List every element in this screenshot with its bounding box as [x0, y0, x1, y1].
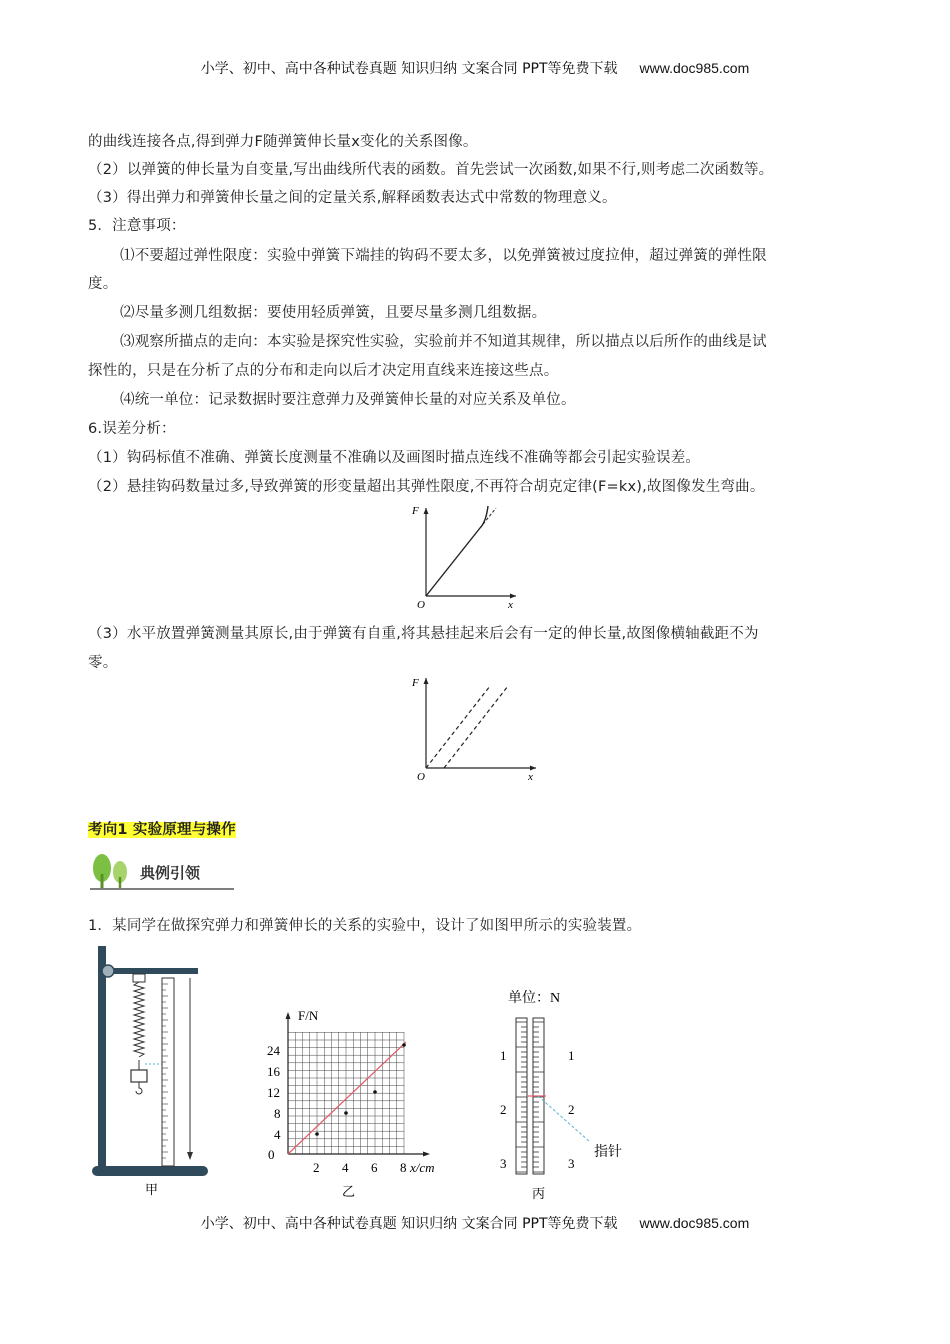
- text-line: ⑵尽量多测几组数据：要使用轻质弹簧，且要尽量多测几组数据。: [120, 305, 547, 321]
- grid: [288, 1032, 404, 1154]
- fig-offset-graph: [408, 674, 538, 784]
- footer-text: 小学、初中、高中各种试卷真题 知识归纳 文案合同 PPT等免费下载: [200, 1216, 618, 1232]
- y-arrow: [286, 1012, 291, 1019]
- ytick: 24: [267, 1043, 280, 1058]
- text-line: ⑶观察所描点的走向：本实验是探究性实验，实验前并不知道其规律，所以描点以后所作的曲线是试: [120, 334, 767, 350]
- text-line: （1）钩码标值不准确、弹簧长度测量不准确以及画图时描点连线不准确等都会引起实验误差。: [88, 450, 701, 466]
- unit-label: 单位：N: [508, 991, 561, 1006]
- xtick: 6: [371, 1160, 378, 1175]
- text-line: （2）悬挂钩码数量过多,导致弹簧的形变量超出其弹性限度,不再符合胡克定律(F=kx),故图像发生弯曲。: [88, 479, 765, 495]
- data-point: [315, 1132, 319, 1136]
- spring-top-hook: [133, 974, 145, 982]
- ytick: 4: [274, 1127, 281, 1142]
- clamp-knob: [102, 965, 114, 977]
- banner-label: 典例引领: [140, 864, 201, 882]
- text-line: 探性的，只是在分析了点的分布和走向以后才决定用直线来连接这些点。: [88, 363, 559, 379]
- page-footer: [0, 1213, 950, 1233]
- weight-hook: [136, 1082, 142, 1094]
- ytick: 8: [274, 1106, 281, 1121]
- footer-url[interactable]: www.doc985.com: [639, 1215, 750, 1231]
- text-line: ⑷统一单位：记录数据时要注意弹力及弹簧伸长量的对应关系及单位。: [120, 392, 576, 408]
- text-line: （2）以弹簧的伸长量为自变量,写出曲线所代表的函数。首先尝试一次函数,如果不行,则考虑二次函数等。: [88, 162, 774, 178]
- xtick: 8: [400, 1160, 407, 1175]
- question-text: 1．某同学在做探究弹力和弹簧伸长的关系的实验中，设计了如图甲所示的实验装置。: [88, 918, 642, 934]
- fig-bending-graph: [408, 504, 518, 614]
- text-line: 的曲线连接各点,得到弹力F随弹簧伸长量x变化的关系图像。: [88, 134, 478, 150]
- fig-jia-apparatus: [88, 938, 213, 1197]
- weight-block: [131, 1070, 147, 1082]
- right-label: 2: [568, 1102, 575, 1117]
- y-label: F: [412, 677, 419, 689]
- page-header: [0, 58, 950, 78]
- left-label: 3: [500, 1156, 507, 1171]
- ytick: 0: [268, 1147, 275, 1162]
- header-url[interactable]: www.doc985.com: [639, 60, 750, 76]
- x-label: x: [528, 771, 533, 783]
- pointer-label: 指针: [594, 1145, 622, 1160]
- x-arrow: [423, 1152, 430, 1157]
- spring-coil: [134, 982, 144, 1057]
- text-line: 零。: [88, 655, 118, 671]
- straight-segment: [426, 528, 480, 596]
- fig-yi-graph: [258, 1008, 458, 1198]
- bent-segment: [480, 506, 488, 528]
- fit-line: [288, 1042, 406, 1154]
- text-line: （3）水平放置弹簧测量其原长,由于弹簧有自重,将其悬挂起来后会有一定的伸长量,故图像横轴截距不为: [88, 626, 759, 642]
- text-line: 5．注意事项：: [88, 218, 186, 234]
- xtick: 4: [342, 1160, 349, 1175]
- origin-label: O: [417, 771, 425, 783]
- x-arrow: [510, 594, 516, 599]
- ruler: [162, 978, 174, 1166]
- x-label: x/cm: [410, 1160, 435, 1175]
- pointer-leader: [538, 1096, 590, 1142]
- caption-jia: 甲: [145, 1182, 159, 1197]
- text-line: （3）得出弹力和弹簧伸长量之间的定量关系,解释函数表达式中常数的物理意义。: [88, 190, 617, 206]
- text-line: 度。: [88, 276, 118, 292]
- caption-bing: 丙: [532, 1186, 546, 1201]
- ytick: 12: [267, 1085, 280, 1100]
- plumb-arrow: [187, 1152, 193, 1160]
- x-label: x: [508, 599, 513, 611]
- left-label: 1: [500, 1048, 507, 1063]
- y-arrow: [424, 678, 429, 684]
- left-label: 2: [500, 1102, 507, 1117]
- right-label: 3: [568, 1156, 575, 1171]
- y-label: F/N: [298, 1008, 319, 1023]
- y-arrow: [424, 508, 429, 514]
- section-title: [88, 818, 236, 839]
- origin-label: O: [417, 599, 425, 611]
- fig-bing-scale: [490, 984, 640, 1199]
- x-arrow: [530, 766, 536, 771]
- text-line: 6.误差分析：: [88, 421, 176, 437]
- right-label: 1: [568, 1048, 575, 1063]
- y-label: F: [412, 505, 419, 517]
- dashed-line-offset: [444, 686, 508, 768]
- ytick: 16: [267, 1064, 280, 1079]
- text-line: ⑴不要超过弹性限度：实验中弹簧下端挂的钩码不要太多，以免弹簧被过度拉伸，超过弹簧的弹性限: [120, 248, 767, 264]
- section-title-text: 考向1 实验原理与操作: [88, 822, 236, 838]
- stand-base: [92, 1166, 208, 1176]
- stand-pole: [98, 946, 106, 1168]
- data-point: [373, 1090, 377, 1094]
- data-point: [402, 1043, 406, 1047]
- header-text: 小学、初中、高中各种试卷真题 知识归纳 文案合同 PPT等免费下载: [200, 61, 618, 77]
- data-point: [344, 1111, 348, 1115]
- left-scale: [516, 1018, 527, 1174]
- caption-yi: 乙: [342, 1184, 356, 1199]
- xtick: 2: [313, 1160, 320, 1175]
- example-banner: [88, 850, 238, 892]
- dashed-line-origin: [426, 686, 490, 768]
